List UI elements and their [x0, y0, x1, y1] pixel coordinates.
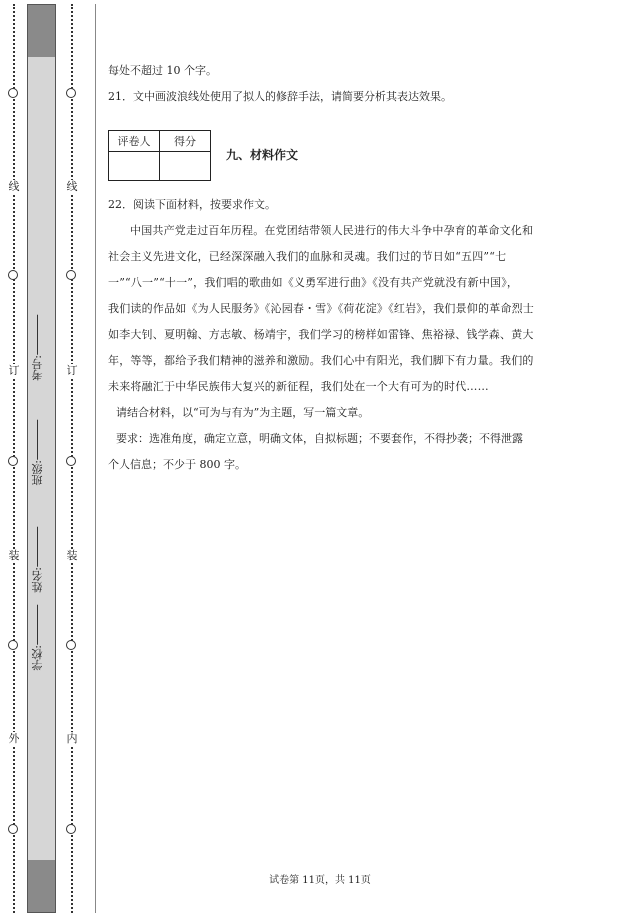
band-bottom-block [28, 860, 55, 912]
exam-number-field[interactable] [30, 315, 54, 381]
circle-icon [8, 456, 18, 466]
class-field[interactable] [30, 420, 54, 486]
exam-content [108, 58, 600, 478]
material-line: 我们读的作品如《为人民服务》《沁园春・雪》《荷花淀》《红岩》，我们景仰的革命烈士 [108, 302, 534, 315]
circle-icon [66, 456, 76, 466]
requirements-line: 个人信息；不少于 800 字。 [108, 458, 246, 471]
outer-label-xian: 线 [6, 180, 22, 194]
circle-icon [66, 640, 76, 650]
material-line: 未来将融汇于中华民族伟大复兴的新征程，我们处在一个大有可为的时代…… [108, 380, 489, 393]
material-line: 如李大钊、夏明翰、方志敏、杨靖宇，我们学习的榜样如雷锋、焦裕禄、钱学森、黄大 [108, 328, 534, 341]
material-line: 中国共产党走过百年历程。在党团结带领人民进行的伟大斗争中孕育的革命文化和 [130, 224, 534, 237]
outer-label-wai: 外 [6, 732, 22, 746]
score-cell[interactable] [160, 152, 211, 181]
circle-icon [8, 640, 18, 650]
grader-cell[interactable] [109, 152, 160, 181]
grader-header: 评卷人 [109, 131, 160, 152]
school-field[interactable] [30, 605, 54, 671]
requirements-line: 要求：选准角度，确定立意，明确文体，自拟标题；不要套作，不得抄袭；不得泄露 [116, 432, 523, 445]
circle-icon [66, 88, 76, 98]
circle-icon [8, 824, 18, 834]
class-label: 班级: [31, 460, 44, 486]
outer-label-ding: 订 [6, 364, 22, 378]
circle-icon [66, 270, 76, 280]
name-field[interactable] [30, 527, 54, 593]
school-label: 学校: [31, 645, 44, 671]
inner-label-ding: 订 [64, 364, 80, 378]
outer-cut-line [8, 4, 20, 913]
circle-icon [66, 824, 76, 834]
inner-label-xian: 线 [64, 180, 80, 194]
band-top-block [28, 5, 55, 57]
outer-label-zhuang: 装 [6, 549, 22, 563]
question-21: 21．文中画波浪线处使用了拟人的修辞手法，请简要分析其表达效果。 [108, 90, 452, 103]
score-header: 得分 [160, 131, 211, 152]
binding-margin [0, 0, 95, 917]
exam-number-label: 考号: [31, 355, 44, 381]
section-title: 九、材料作文 [226, 148, 299, 162]
inner-label-nei: 内 [64, 732, 80, 746]
circle-icon [8, 88, 18, 98]
inner-cut-line [66, 4, 78, 913]
material-line: 年，等等，都给予我们精神的滋养和激励。我们心中有阳光，我们脚下有力量。我们的 [108, 354, 534, 367]
circle-icon [8, 270, 18, 280]
inner-label-zhuang: 装 [64, 549, 80, 563]
score-table [108, 130, 211, 181]
question-22: 22．阅读下面材料，按要求作文。 [108, 198, 276, 211]
instruction: 请结合材料，以“可为与有为”为主题，写一篇文章。 [116, 406, 370, 419]
score-section [108, 130, 600, 188]
page-footer: 试卷第 11页，共 11页 [269, 875, 371, 886]
page-left-border [95, 4, 96, 913]
material-line: 社会主义先进文化，已经深深融入我们的血脉和灵魂。我们过的节日如“五四”“七 [108, 250, 507, 263]
student-info-band [27, 4, 56, 913]
material-line: 一”“八一”“十一”，我们唱的歌曲如《义勇军进行曲》《没有共产党就没有新中国》， [108, 276, 519, 289]
prev-question-tail: 每处不超过 10 个字。 [108, 64, 217, 77]
name-label: 姓名: [31, 567, 44, 593]
